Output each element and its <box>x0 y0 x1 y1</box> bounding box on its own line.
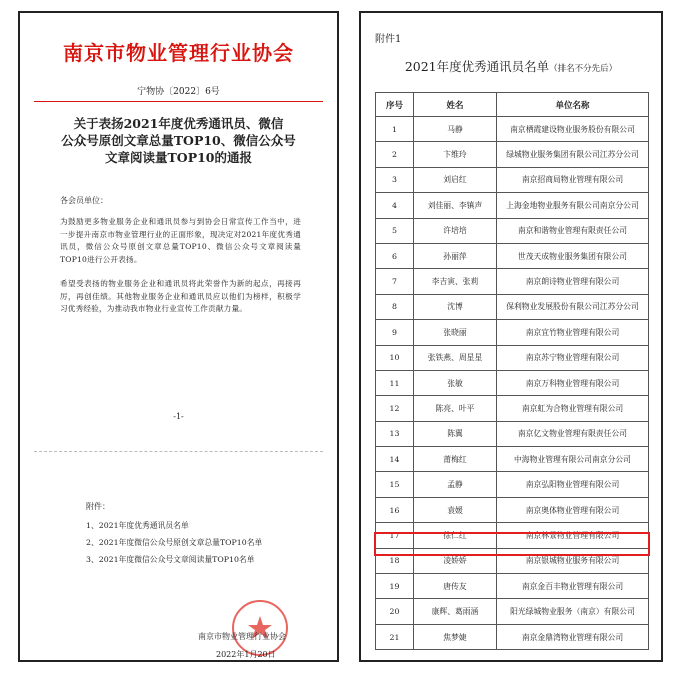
table-row <box>376 142 649 167</box>
row-number-cell: 9 <box>376 320 414 345</box>
unit-name-cell: 南京金百丰物业管理有限公司 <box>497 574 649 599</box>
body-paragraph: 希望受表扬的物业服务企业和通讯员将此荣誉作为新的起点，再接再厉，再创佳绩。其他物业服务企业和通讯员应以他们为榜样，积极学习优秀经验，为推动我市物业行业宣传工作贡献力量。 <box>60 279 301 314</box>
row-number-cell: 20 <box>376 599 414 624</box>
table-row <box>376 421 649 446</box>
roster-title-note: （排名不分先后） <box>549 64 618 74</box>
table-row <box>376 218 649 243</box>
signature-org: 南京市物业管理行业协会 <box>198 632 286 641</box>
person-name-cell: 张敏 <box>414 370 497 395</box>
roster-page <box>359 11 663 662</box>
table-row <box>376 345 649 370</box>
attachments-label: 附件： <box>86 502 110 511</box>
red-divider <box>34 101 323 102</box>
row-number-cell: 6 <box>376 243 414 268</box>
person-name-cell: 徐仁红 <box>414 523 497 548</box>
person-name-cell: 李吉寅、张莉 <box>414 269 497 294</box>
table-row <box>376 396 649 421</box>
person-name-cell: 刘启红 <box>414 167 497 192</box>
attachment-item: 2、2021年度微信公众号原创文章总量TOP10名单 <box>86 538 263 547</box>
column-header-name: 姓名 <box>414 93 497 117</box>
person-name-cell: 袁媛 <box>414 497 497 522</box>
unit-name-cell: 南京朗诗物业管理有限公司 <box>497 269 649 294</box>
table-row <box>376 599 649 624</box>
person-name-cell: 马静 <box>414 117 497 142</box>
roster-table-body <box>376 117 649 650</box>
unit-name-cell: 南京弘阳物业管理有限公司 <box>497 472 649 497</box>
roster-table <box>375 92 649 650</box>
row-number-cell: 2 <box>376 142 414 167</box>
unit-name-cell: 南京宜竹物业管理有限公司 <box>497 320 649 345</box>
unit-name-cell: 保利物业发展股份有限公司江苏分公司 <box>497 294 649 319</box>
notice-title-line: 公众号原创文章总量TOP10、微信公众号 <box>61 133 296 148</box>
doc-number: 宁物协〔2022〕6号 <box>137 87 220 97</box>
page-number: -1- <box>173 412 184 421</box>
unit-name-cell: 南京金鼎湾物业管理有限公司 <box>497 624 649 649</box>
salutation: 各会员单位： <box>60 196 108 205</box>
column-header-number: 序号 <box>376 93 414 117</box>
notice-title-line: 文章阅读量TOP10的通报 <box>105 150 252 165</box>
unit-name-cell: 上海金地物业服务有限公司南京分公司 <box>497 193 649 218</box>
table-row <box>376 624 649 649</box>
row-number-cell: 16 <box>376 497 414 522</box>
row-number-cell: 11 <box>376 370 414 395</box>
unit-name-cell: 南京招商局物业管理有限公司 <box>497 167 649 192</box>
row-number-cell: 21 <box>376 624 414 649</box>
person-name-cell: 许培培 <box>414 218 497 243</box>
row-number-cell: 15 <box>376 472 414 497</box>
person-name-cell: 沈博 <box>414 294 497 319</box>
row-number-cell: 1 <box>376 117 414 142</box>
notice-page <box>18 11 339 662</box>
person-name-cell: 康辉、葛雨涵 <box>414 599 497 624</box>
attachment-item: 3、2021年度微信公众号文章阅读量TOP10名单 <box>86 555 255 564</box>
unit-name-cell: 南京林景物业管理有限公司 <box>497 523 649 548</box>
table-row <box>376 117 649 142</box>
person-name-cell: 莆梅红 <box>414 447 497 472</box>
column-header-unit: 单位名称 <box>497 93 649 117</box>
table-row <box>376 548 649 573</box>
table-row <box>376 167 649 192</box>
table-row <box>376 320 649 345</box>
unit-name-cell: 南京奥体物业管理有限公司 <box>497 497 649 522</box>
person-name-cell: 张铁燕、周星星 <box>414 345 497 370</box>
table-row <box>376 193 649 218</box>
person-name-cell: 张晓丽 <box>414 320 497 345</box>
notice-title-line: 关于表扬2021年度优秀通讯员、微信 <box>73 116 284 131</box>
person-name-cell: 焦梦婕 <box>414 624 497 649</box>
attachment-item: 1、2021年度优秀通讯员名单 <box>86 521 189 530</box>
unit-name-cell: 阳光绿城物业服务（南京）有限公司 <box>497 599 649 624</box>
row-number-cell: 8 <box>376 294 414 319</box>
signature-date: 2022年1月20日 <box>216 650 276 659</box>
unit-name-cell: 南京虹为合物业管理有限公司 <box>497 396 649 421</box>
person-name-cell: 唐传友 <box>414 574 497 599</box>
person-name-cell: 孙丽萍 <box>414 243 497 268</box>
unit-name-cell: 中海物业管理有限公司南京分公司 <box>497 447 649 472</box>
unit-name-cell: 南京和谐物业管理有限责任公司 <box>497 218 649 243</box>
body-paragraph: 为鼓励更多物业服务企业和通讯员参与到协会日常宣传工作当中，进一步提升南京市物业管理行业的正面形象，现决定对2021年度优秀通讯员，微信公众号原创文章总量TOP10、微信公众号文章阅读量TOP10进行公开表扬。 <box>60 217 301 264</box>
row-number-cell: 3 <box>376 167 414 192</box>
row-number-cell: 18 <box>376 548 414 573</box>
table-row <box>376 269 649 294</box>
row-number-cell: 5 <box>376 218 414 243</box>
page-divider <box>34 451 323 452</box>
unit-name-cell: 南京万科物业管理有限公司 <box>497 370 649 395</box>
row-number-cell: 17 <box>376 523 414 548</box>
unit-name-cell: 南京亿文物业管理有限责任公司 <box>497 421 649 446</box>
table-row <box>376 294 649 319</box>
roster-title <box>361 57 661 75</box>
person-name-cell: 孟静 <box>414 472 497 497</box>
row-number-cell: 14 <box>376 447 414 472</box>
unit-name-cell: 世茂天成物业服务集团有限公司 <box>497 243 649 268</box>
person-name-cell: 陈翼 <box>414 421 497 446</box>
table-row <box>376 497 649 522</box>
unit-name-cell: 南京银城物业服务有限公司 <box>497 548 649 573</box>
table-row <box>376 523 649 548</box>
roster-title-text: 2021年度优秀通讯员名单 <box>404 59 550 74</box>
row-number-cell: 12 <box>376 396 414 421</box>
row-number-cell: 4 <box>376 193 414 218</box>
person-name-cell: 刘佳丽、李镇声 <box>414 193 497 218</box>
unit-name-cell: 南京苏宁物业管理有限公司 <box>497 345 649 370</box>
row-number-cell: 19 <box>376 574 414 599</box>
unit-name-cell: 南京栖霞建设物业服务股份有限公司 <box>497 117 649 142</box>
row-number-cell: 13 <box>376 421 414 446</box>
row-number-cell: 10 <box>376 345 414 370</box>
notice-title <box>48 115 309 166</box>
table-row <box>376 243 649 268</box>
attachment-number: 附件1 <box>375 34 402 45</box>
table-row <box>376 370 649 395</box>
person-name-cell: 卞维玲 <box>414 142 497 167</box>
table-header-row <box>376 93 649 117</box>
unit-name-cell: 绿城物业服务集团有限公司江苏分公司 <box>497 142 649 167</box>
table-row <box>376 472 649 497</box>
person-name-cell: 陈亮、叶平 <box>414 396 497 421</box>
row-number-cell: 7 <box>376 269 414 294</box>
org-title: 南京市物业管理行业协会 <box>63 41 294 65</box>
table-row <box>376 447 649 472</box>
table-row <box>376 574 649 599</box>
person-name-cell: 凌娇娇 <box>414 548 497 573</box>
